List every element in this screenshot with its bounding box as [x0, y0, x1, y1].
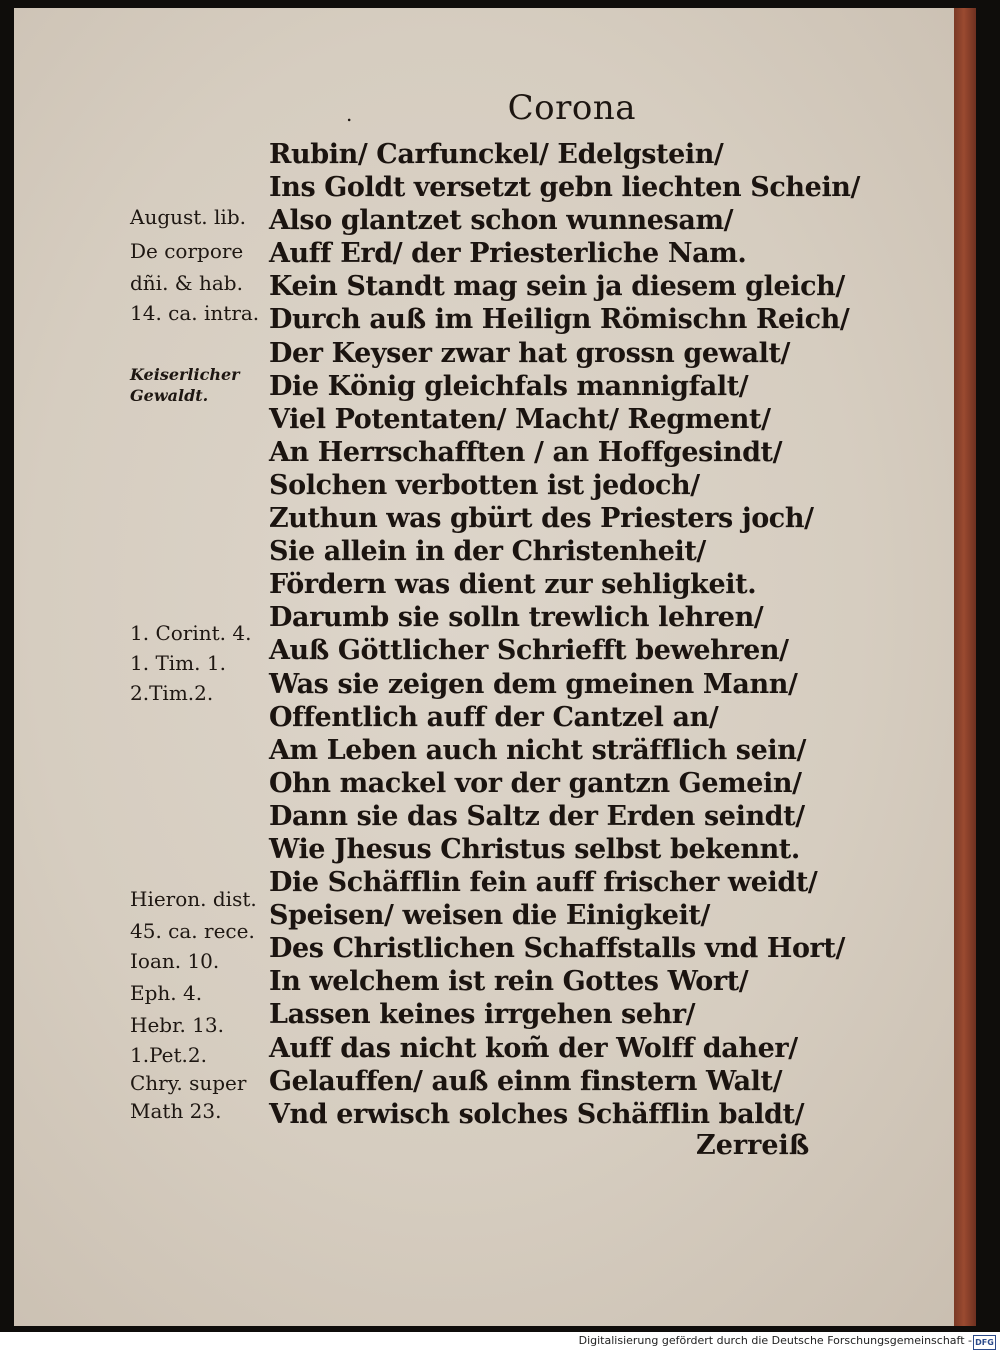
dfg-logo: DFG — [973, 1335, 996, 1350]
margin-note-chrysostom: Chry. super — [130, 1071, 247, 1095]
margin-note-timothy: 2.Tim.2. — [130, 681, 214, 705]
verse-line: Lassen keines irrgehen sehr/ — [269, 999, 696, 1031]
verse-line: Viel Potentaten/ Macht/ Regment/ — [269, 403, 771, 435]
margin-note-timothy: 1. Tim. 1. — [130, 651, 226, 675]
verse-line: Sie allein in der Christenheit/ — [269, 536, 706, 568]
verse-line: Kein Standt mag sein ja diesem gleich/ — [269, 271, 845, 303]
verse-line: Was sie zeigen dem gmeinen Mann/ — [269, 668, 798, 700]
verse-line: Auff das nicht kom̃ der Wolff daher/ — [269, 1032, 798, 1064]
verse-line: Ins Goldt versetzt gebn liechten Schein/ — [269, 172, 860, 204]
verse-line: Die König gleichfals mannigfalt/ — [269, 370, 749, 402]
running-head: Corona — [507, 88, 636, 128]
page-dot: . — [346, 102, 353, 126]
verse-line: Rubin/ Carfunckel/ Edelgstein/ — [269, 139, 724, 170]
footer-bar — [0, 1332, 1000, 1352]
verse-line: Solchen verbotten ist jedoch/ — [269, 469, 700, 501]
margin-note-keiserlicher: Gewaldt. — [130, 386, 209, 405]
verse-text — [269, 138, 860, 1131]
book-page — [14, 8, 976, 1326]
margin-note-hebrews: Hebr. 13. — [130, 1013, 224, 1037]
margin-note-augustine: De corpore — [130, 239, 244, 263]
margin-note-hieronymus: 45. ca. rece. — [130, 919, 255, 943]
verse-line: Also glantzet schon wunnesam/ — [269, 205, 734, 237]
margin-note-augustine: dñi. & hab. — [130, 271, 243, 295]
margin-note-peter: 1.Pet.2. — [130, 1043, 207, 1067]
page-edge — [954, 8, 976, 1326]
margin-note-augustine: 14. ca. intra. — [130, 301, 260, 325]
margin-note-augustine: August. lib. — [130, 205, 246, 229]
verse-line: Dann sie das Saltz der Erden seindt/ — [269, 800, 805, 832]
verse-line: Darumb sie solln trewlich lehren/ — [269, 602, 764, 634]
verse-line: Durch auß im Heilign Römischn Reich/ — [269, 304, 850, 336]
verse-line: Zuthun was gbürt des Priesters joch/ — [269, 503, 814, 535]
verse-line: Vnd erwisch solches Schäfflin baldt/ — [269, 1098, 805, 1130]
verse-line: Speisen/ weisen die Einigkeit/ — [269, 900, 710, 932]
verse-line: Offentlich auff der Cantzel an/ — [269, 701, 719, 733]
verse-line: An Herrschafften / an Hoffgesindt/ — [269, 436, 783, 468]
catchword: Zerreiß — [696, 1130, 810, 1161]
verse-line: Des Christlichen Schaffstalls vnd Hort/ — [269, 933, 845, 965]
verse-line: Der Keyser zwar hat grossn gewalt/ — [269, 337, 790, 369]
verse-line: Auff Erd/ der Priesterliche Nam. — [269, 238, 747, 270]
verse-line: Die Schäfflin fein auff frischer weidt/ — [269, 867, 818, 899]
verse-line: Ohn mackel vor der gantzn Gemein/ — [269, 767, 802, 799]
margin-note-corinthians: 1. Corint. 4. — [130, 621, 252, 645]
verse-line: In welchem ist rein Gottes Wort/ — [269, 966, 749, 998]
verse-line: Wie Jhesus Christus selbst bekennt. — [269, 833, 800, 865]
verse-line: Fördern was dient zur sehligkeit. — [269, 569, 757, 601]
margin-note-keiserlicher: Keiserlicher — [130, 365, 240, 384]
verse-line: Am Leben auch nicht sträfflich sein/ — [269, 734, 806, 766]
margin-note-john: Ioan. 10. — [130, 949, 220, 973]
verse-line: Auß Göttlicher Schriefft bewehren/ — [269, 635, 789, 667]
verse-line: Gelauffen/ auß einm finstern Walt/ — [269, 1065, 783, 1097]
funding-credit: Digitalisierung gefördert durch die Deutsche Forschungsgemeinschaft - — [578, 1334, 972, 1347]
margin-note-chrysostom: Math 23. — [130, 1099, 222, 1123]
margin-note-hieronymus: Hieron. dist. — [130, 887, 257, 911]
margin-note-ephesians: Eph. 4. — [130, 981, 203, 1005]
